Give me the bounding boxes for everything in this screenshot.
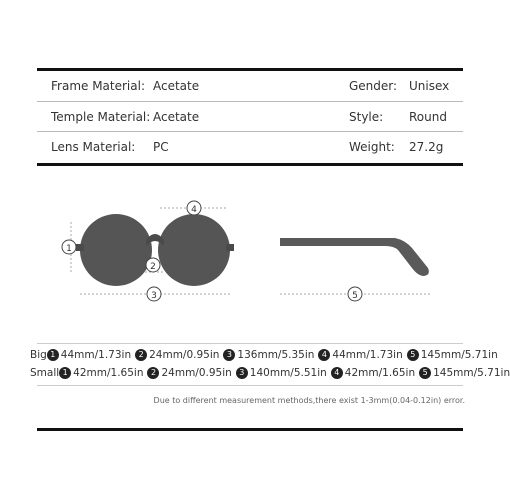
size-measure: 44mm/1.73in [60,349,132,361]
temple-arm [280,238,429,276]
size-measure: 145mm/5.71in [420,349,498,361]
number-badge-icon: 4 [318,349,330,361]
svg-text:5: 5 [352,291,358,301]
diagram-marker-2 [146,258,160,272]
front-view-glasses [76,214,234,286]
diagram-marker-4 [187,201,201,215]
left-lens [80,214,152,286]
svg-text:4: 4 [191,205,197,215]
size-row-big [30,347,498,363]
measurement-disclaimer: Due to different measurement methods,there exist 1-3mm(0.04-0.12in) error. [153,396,465,405]
size-name: Small [30,367,60,379]
size-measure: 24mm/0.95in [161,367,232,379]
spec-value: Acetate [153,79,200,93]
number-badge-icon: 5 [407,349,419,361]
spec-label: Style: [349,110,384,124]
diagram-marker-3 [147,287,161,301]
right-lens [158,214,230,286]
spec-label: Lens Material: [51,140,136,154]
spec-value: Round [409,110,447,124]
number-badge-icon: 2 [147,367,159,379]
bottom-rule [37,428,463,431]
spec-label: Weight: [349,140,395,154]
size-name: Big [30,349,47,361]
size-measure: 24mm/0.95in [149,349,220,361]
spec-label: Temple Material: [51,110,151,124]
spec-value: PC [153,140,169,154]
svg-text:1: 1 [66,244,72,254]
diagram-marker-5 [348,287,362,301]
number-badge-icon: 5 [419,367,431,379]
size-measure: 42mm/1.65in [344,367,416,379]
size-measure: 140mm/5.51in [249,367,327,379]
number-badge-icon: 2 [135,349,147,361]
spec-value: Unisex [409,79,450,93]
spec-label: Frame Material: [51,79,145,93]
left-hinge [76,244,84,251]
size-measure: 42mm/1.65in [73,367,144,379]
size-row-small [30,365,510,381]
side-view-temple [280,238,429,276]
number-badge-icon: 3 [223,349,235,361]
sizes-top-divider [37,343,463,344]
spec-value: Acetate [153,110,200,124]
sizes-bottom-divider [37,385,463,386]
diagram-marker-1 [62,240,76,254]
number-badge-icon: 4 [331,367,343,379]
number-badge-icon: 3 [236,367,248,379]
number-badge-icon: 1 [47,349,59,361]
svg-text:3: 3 [151,291,157,301]
size-measure: 136mm/5.35in [237,349,315,361]
number-badge-icon: 1 [59,367,71,379]
svg-text:2: 2 [150,262,156,272]
right-hinge [226,244,234,251]
spec-label: Gender: [349,79,398,93]
spec-value: 27.2g [409,140,444,154]
size-measure: 44mm/1.73in [332,349,403,361]
size-measure: 145mm/5.71in [433,367,510,379]
